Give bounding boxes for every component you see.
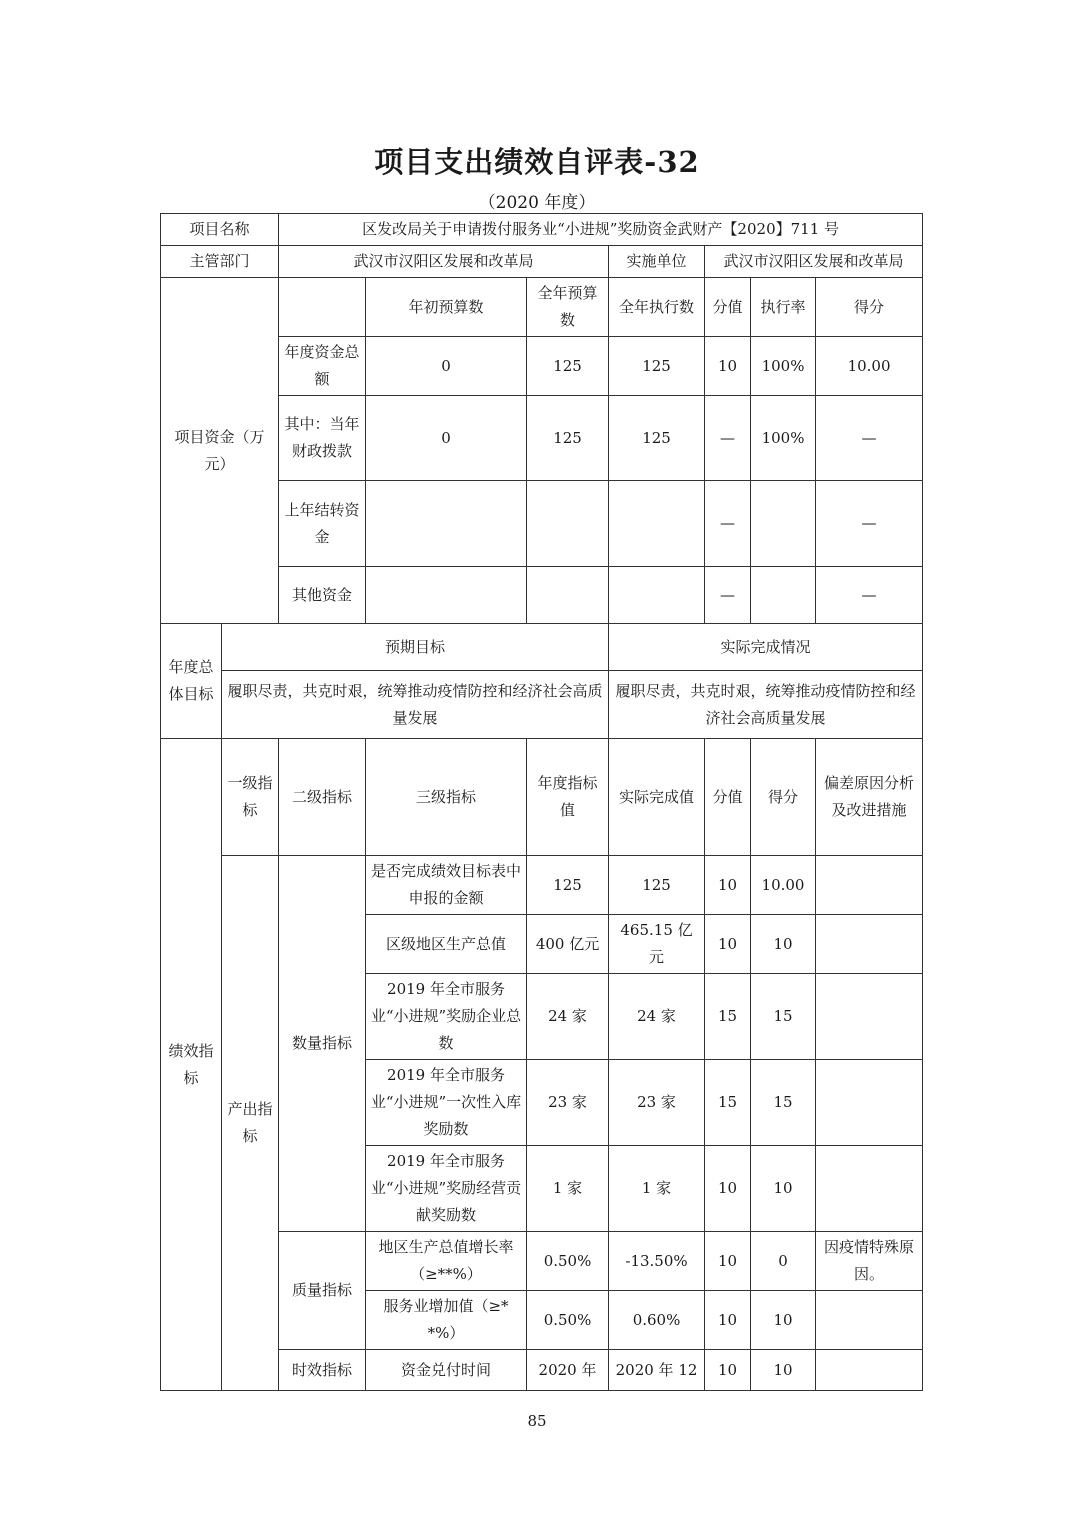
actual-value: 465.15 亿元 bbox=[609, 915, 705, 974]
funds-col-header: 全年预算数 bbox=[527, 278, 609, 337]
actual-result-text: 履职尽责，共克时艰，统筹推动疫情防控和经济社会高质量发展 bbox=[609, 671, 923, 739]
score-value: 15 bbox=[705, 974, 751, 1060]
level3-indicator: 2019 年全市服务业“小进规”一次性入库奖励数 bbox=[366, 1060, 527, 1146]
score: 15 bbox=[751, 1060, 816, 1146]
funds-cell: 125 bbox=[527, 396, 609, 481]
level3-indicator: 地区生产总值增长率（≥**%） bbox=[366, 1232, 527, 1291]
funds-cell: — bbox=[705, 396, 751, 481]
page-title: 项目支出绩效自评表-32 bbox=[374, 145, 700, 179]
level3-indicator: 2019 年全市服务业“小进规”奖励企业总数 bbox=[366, 974, 527, 1060]
score-value: 10 bbox=[705, 856, 751, 915]
funds-cell: 10.00 bbox=[816, 337, 923, 396]
level3-indicator: 是否完成绩效目标表中申报的金额 bbox=[366, 856, 527, 915]
target-value: 1 家 bbox=[527, 1146, 609, 1232]
score-value: 10 bbox=[705, 1291, 751, 1350]
indicators-section-label: 绩效指标 bbox=[161, 739, 222, 1391]
funds-header-blank bbox=[279, 278, 366, 337]
actual-value: 23 家 bbox=[609, 1060, 705, 1146]
target-value: 23 家 bbox=[527, 1060, 609, 1146]
actual-value: 2020 年 12 bbox=[609, 1350, 705, 1391]
project-name-label: 项目名称 bbox=[161, 214, 279, 246]
score: 10 bbox=[751, 1350, 816, 1391]
funds-cell: — bbox=[816, 396, 923, 481]
indicator-col-header: 偏差原因分析及改进措施 bbox=[816, 739, 923, 856]
deviation-reason bbox=[816, 856, 923, 915]
funds-cell bbox=[609, 567, 705, 624]
level3-indicator: 资金兑付时间 bbox=[366, 1350, 527, 1391]
funds-row-label: 其中：当年财政拨款 bbox=[279, 396, 366, 481]
funds-cell bbox=[751, 567, 816, 624]
goals-section-label: 年度总体目标 bbox=[161, 624, 222, 739]
level3-indicator: 2019 年全市服务业“小进规”奖励经营贡献奖励数 bbox=[366, 1146, 527, 1232]
deviation-reason bbox=[816, 1350, 923, 1391]
level2-indicator: 质量指标 bbox=[279, 1232, 366, 1350]
target-value: 125 bbox=[527, 856, 609, 915]
score-value: 10 bbox=[705, 1350, 751, 1391]
actual-value: 24 家 bbox=[609, 974, 705, 1060]
funds-col-header: 全年执行数 bbox=[609, 278, 705, 337]
funds-cell bbox=[527, 481, 609, 567]
actual-value: 1 家 bbox=[609, 1146, 705, 1232]
deviation-reason bbox=[816, 974, 923, 1060]
funds-cell: 125 bbox=[609, 396, 705, 481]
target-value: 0.50% bbox=[527, 1291, 609, 1350]
indicator-col-header: 一级指标 bbox=[222, 739, 279, 856]
actual-value: 125 bbox=[609, 856, 705, 915]
indicator-col-header: 年度指标值 bbox=[527, 739, 609, 856]
page-subtitle: （2020 年度） bbox=[478, 193, 596, 213]
funds-col-header: 得分 bbox=[816, 278, 923, 337]
funds-cell: 0 bbox=[366, 396, 527, 481]
deviation-reason bbox=[816, 1146, 923, 1232]
funds-cell: 100% bbox=[751, 337, 816, 396]
score: 10 bbox=[751, 1291, 816, 1350]
target-value: 400 亿元 bbox=[527, 915, 609, 974]
score-value: 15 bbox=[705, 1060, 751, 1146]
actual-result-label: 实际完成情况 bbox=[609, 624, 923, 671]
actual-value: 0.60% bbox=[609, 1291, 705, 1350]
performance-table bbox=[160, 213, 923, 1391]
funds-cell: 0 bbox=[366, 337, 527, 396]
score-value: 10 bbox=[705, 915, 751, 974]
funds-cell: 100% bbox=[751, 396, 816, 481]
target-value: 2020 年 bbox=[527, 1350, 609, 1391]
project-name-value: 区发改局关于申请拨付服务业“小进规”奖励资金武财产【2020】711 号 bbox=[279, 214, 923, 246]
target-value: 24 家 bbox=[527, 974, 609, 1060]
funds-col-header: 年初预算数 bbox=[366, 278, 527, 337]
funds-cell: — bbox=[705, 567, 751, 624]
score: 15 bbox=[751, 974, 816, 1060]
score: 10.00 bbox=[751, 856, 816, 915]
level3-indicator: 区级地区生产总值 bbox=[366, 915, 527, 974]
indicator-col-header: 得分 bbox=[751, 739, 816, 856]
score: 0 bbox=[751, 1232, 816, 1291]
funds-cell: — bbox=[816, 567, 923, 624]
level1-indicator: 产出指标 bbox=[222, 856, 279, 1391]
indicator-col-header: 分值 bbox=[705, 739, 751, 856]
dept-label: 主管部门 bbox=[161, 246, 279, 278]
expected-goal-text: 履职尽责，共克时艰，统筹推动疫情防控和经济社会高质量发展 bbox=[222, 671, 609, 739]
funds-col-header: 分值 bbox=[705, 278, 751, 337]
level2-indicator: 时效指标 bbox=[279, 1350, 366, 1391]
page-number: 85 bbox=[527, 1412, 547, 1430]
target-value: 0.50% bbox=[527, 1232, 609, 1291]
score-value: 10 bbox=[705, 1232, 751, 1291]
funds-cell bbox=[366, 481, 527, 567]
actual-value: -13.50% bbox=[609, 1232, 705, 1291]
funds-row-label: 上年结转资金 bbox=[279, 481, 366, 567]
dept-value: 武汉市汉阳区发展和改革局 bbox=[279, 246, 609, 278]
funds-cell: 10 bbox=[705, 337, 751, 396]
funds-row-label: 其他资金 bbox=[279, 567, 366, 624]
expected-goal-label: 预期目标 bbox=[222, 624, 609, 671]
funds-cell bbox=[527, 567, 609, 624]
score-value: 10 bbox=[705, 1146, 751, 1232]
deviation-reason bbox=[816, 1291, 923, 1350]
deviation-reason: 因疫情特殊原因。 bbox=[816, 1232, 923, 1291]
funds-row-label: 年度资金总额 bbox=[279, 337, 366, 396]
score: 10 bbox=[751, 1146, 816, 1232]
level2-indicator: 数量指标 bbox=[279, 856, 366, 1232]
funds-cell bbox=[609, 481, 705, 567]
funds-col-header: 执行率 bbox=[751, 278, 816, 337]
impl-unit-label: 实施单位 bbox=[609, 246, 705, 278]
funds-cell bbox=[751, 481, 816, 567]
funds-cell: — bbox=[705, 481, 751, 567]
funds-cell: 125 bbox=[527, 337, 609, 396]
funds-cell bbox=[366, 567, 527, 624]
indicator-col-header: 三级指标 bbox=[366, 739, 527, 856]
funds-cell: 125 bbox=[609, 337, 705, 396]
level3-indicator: 服务业增加值（≥**%） bbox=[366, 1291, 527, 1350]
impl-unit-value: 武汉市汉阳区发展和改革局 bbox=[705, 246, 923, 278]
score: 10 bbox=[751, 915, 816, 974]
indicator-col-header: 实际完成值 bbox=[609, 739, 705, 856]
funds-cell: — bbox=[816, 481, 923, 567]
indicator-col-header: 二级指标 bbox=[279, 739, 366, 856]
deviation-reason bbox=[816, 1060, 923, 1146]
funds-section-label: 项目资金（万元） bbox=[161, 278, 279, 624]
deviation-reason bbox=[816, 915, 923, 974]
